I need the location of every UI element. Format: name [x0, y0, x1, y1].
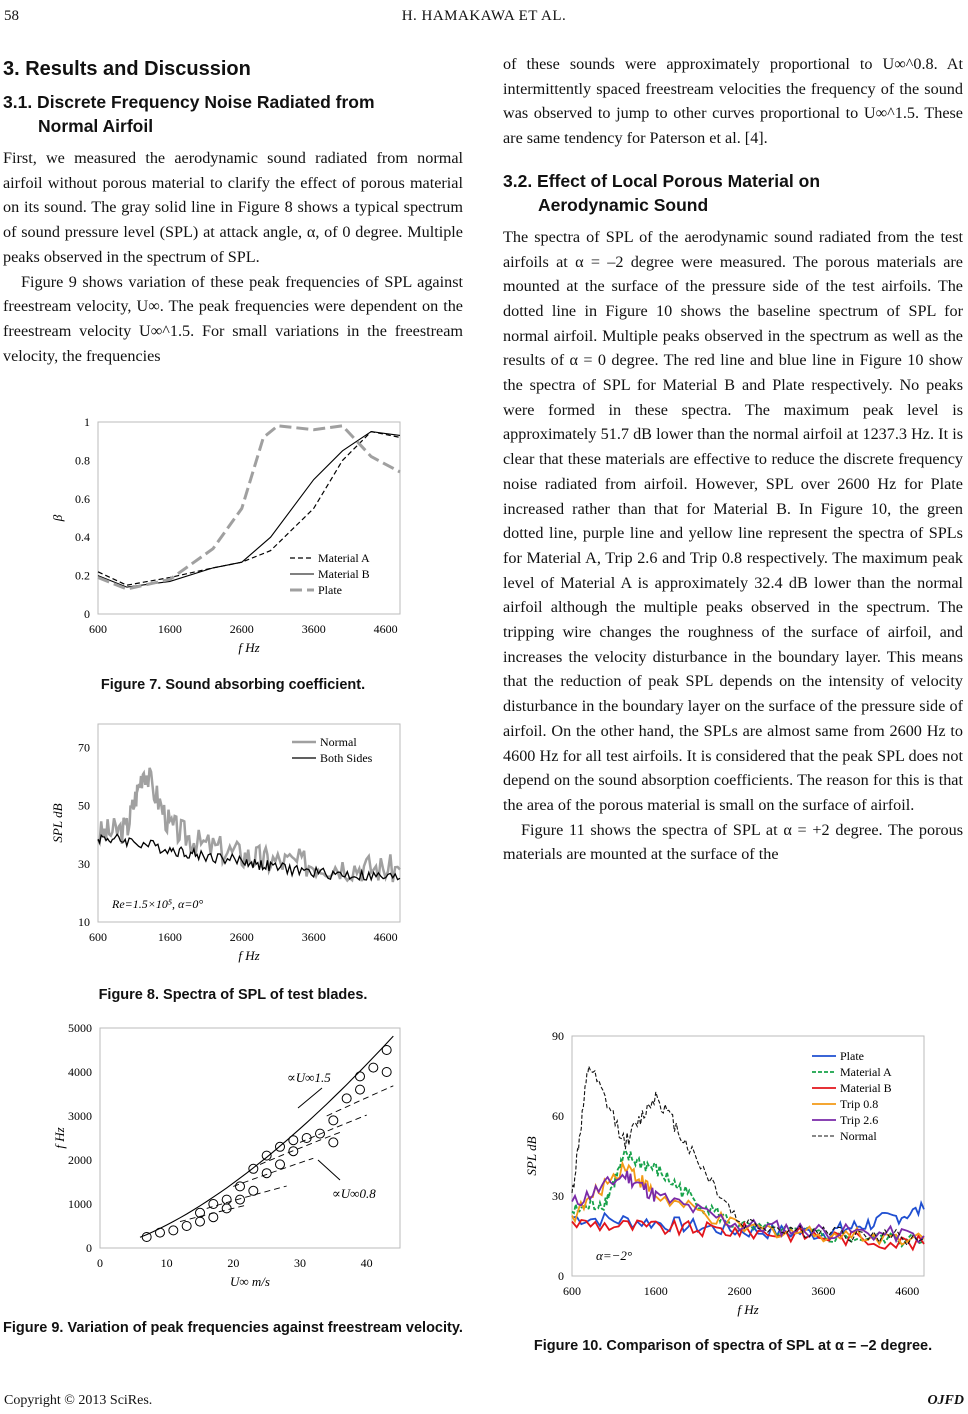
paragraph: Figure 11 shows the spectra of SPL at α = +2 degree. The porous materials are mounted at the surface of the — [503, 820, 963, 864]
figure-9-chart — [22, 1020, 422, 1305]
y-tick-label: 30 — [552, 1189, 564, 1203]
data-point — [382, 1068, 391, 1077]
journal-name: OJFD — [927, 1393, 964, 1408]
data-point — [329, 1116, 338, 1125]
subsection-title — [3, 90, 463, 138]
legend-label: Material B — [318, 567, 370, 581]
annotation-reynolds: Re=1.5×10⁵, α=0° — [112, 897, 204, 911]
x-tick-label: 40 — [360, 1256, 373, 1270]
data-point — [342, 1094, 351, 1103]
data-point — [182, 1222, 191, 1231]
data-point — [356, 1072, 365, 1081]
series-line-material-a — [572, 1150, 924, 1246]
plot-area — [100, 1028, 400, 1248]
x-tick-label: 1600 — [643, 1284, 668, 1298]
data-point — [289, 1147, 298, 1156]
y-tick-label: 90 — [552, 1029, 564, 1043]
y-tick-label: 70 — [78, 740, 90, 755]
y-tick-label: 0.4 — [75, 530, 90, 545]
y-axis-label: SPL dB — [50, 803, 65, 843]
y-tick-label: 60 — [552, 1109, 564, 1123]
data-point — [196, 1217, 205, 1226]
legend-label: Material A — [840, 1065, 892, 1079]
figure-7-chart — [40, 408, 420, 658]
subsection-title-line2: Aerodynamic Sound — [538, 194, 709, 215]
x-tick-label: 4600 — [895, 1284, 920, 1298]
x-tick-label: 600 — [563, 1284, 581, 1298]
x-tick-label: 20 — [227, 1256, 240, 1270]
series-line-trip-2-6 — [572, 1171, 924, 1242]
paragraph: of these sounds were approximately proportional to U∞^0.8. At intermittently spaced freestream velocities the frequency of the sound was observed to jump to other curves proportional to U∞^1.5. These are same tendency for Paterson et al. [4]. — [503, 55, 963, 148]
section-title: 3. Results and Discussion — [3, 58, 251, 80]
x-tick-label: 1600 — [157, 622, 182, 636]
page-number: 58 — [4, 8, 19, 24]
x-tick-label: 4600 — [373, 622, 398, 636]
x-tick-label: 2600 — [229, 930, 254, 944]
x-axis-label: f Hz — [238, 948, 260, 963]
subsection-title — [503, 169, 963, 217]
y-tick-label: 4000 — [68, 1065, 92, 1079]
figure-8-caption: Figure 8. Spectra of SPL of test blades. — [98, 987, 368, 1003]
legend-label: Normal — [840, 1129, 877, 1143]
paragraph: Figure 9 shows variation of these peak frequencies of SPL against freestream velocity, U∞. The peak frequencies were dependent on the freestream velocity U∞^1.5. For small variations in the freestream velocity, the frequencies — [3, 272, 463, 365]
paragraph: First, we measured the aerodynamic sound radiated from normal airfoil without porous material to clarify the effect of porous material on its sound. The gray solid line in Figure 8 shows a typical spectrum of sound pressure level (SPL) at attack angle, α, of 0 degree. Multiple peaks observed in the spectrum of SPL. — [3, 149, 463, 266]
copyright: Copyright © 2013 SciRes. — [4, 1393, 153, 1408]
series-line-trip-0-8 — [572, 1163, 924, 1244]
x-tick-label: 3600 — [301, 622, 326, 636]
y-tick-label: 0.2 — [75, 568, 90, 583]
figure-8-chart — [40, 712, 420, 972]
x-tick-label: 3600 — [811, 1284, 836, 1298]
trend-line-u0.8 — [327, 1086, 394, 1116]
x-tick-label: 3600 — [301, 930, 326, 944]
y-tick-label: 1000 — [68, 1197, 92, 1211]
y-tick-label: 2000 — [68, 1153, 92, 1167]
y-tick-label: 3000 — [68, 1109, 92, 1123]
x-tick-label: 10 — [160, 1256, 173, 1270]
x-tick-label: 4600 — [373, 930, 398, 944]
y-tick-label: 5000 — [68, 1021, 92, 1035]
legend-label: Both Sides — [320, 751, 373, 765]
paragraph: The spectra of SPL of the aerodynamic sound radiated from the test airfoils at α = –2 degree were measured. The porous materials are mounted at the surface of the pressure side of the test airfoils. The dotted line in Figure 10 shows the baseline spectrum of SPL for normal airfoil. Multiple peaks observed in the spectrum as well as the results of α = 0 degree. The red line and blue line in Figure 10 show the spectra of SPL for Material B and Plate respectively. No peaks were formed in these spectra. The maximum peak level is approximately 51.7 dB lower than the normal airfoil at 1237.3 Hz. It is clear that these materials are effective to reduce the discrete frequency noise radiated from airfoil. However, SPL over 2600 Hz for Plate increased rather than that for Material B. In Figure 10, the green dotted line, purple line and yellow line represent the spectra of SPLs for Material A, Trip 2.6 and Trip 0.8 respectively. The maximum peak level of Material A is approximately 32.4 dB lower than the normal airfoil although the multiple peaks observed in the spectrum. The tripping wire changes the roughness of the surface of airfoil, and increases the velocity disturbance in the boundary layer. This means that the reduction of peak SPL depends on the intensity of velocity disturbance in the boundary layer on the surface of the pressure side of airfoil. On the other hand, the SPLs are almost same from 2600 Hz to 4600 Hz for all test airfoils. It is considered that the peak SPL does not depend on the sound absorption coefficients. The reason for this is that the area of the porous material is small on the surface of airfoil. — [503, 227, 963, 814]
x-axis-label: U∞ m/s — [230, 1274, 270, 1289]
trend-line-u1.5 — [140, 1036, 393, 1237]
data-point — [236, 1182, 245, 1191]
y-axis-label: β — [50, 514, 65, 522]
subsection-title-line1: 3.2. Effect of Local Porous Material on — [503, 170, 821, 191]
y-axis-label: SPL dB — [524, 1136, 539, 1176]
trend-line-u0.8 — [180, 1205, 247, 1222]
y-axis-label: f Hz — [52, 1127, 67, 1149]
x-tick-label: 600 — [89, 622, 107, 636]
subsection-title-line1: 3.1. Discrete Frequency Noise Radiated from — [3, 92, 375, 112]
data-point — [169, 1226, 178, 1235]
annotation-u1.5: ∝U∞1.5 — [287, 1070, 331, 1085]
subsection-title-line2: Normal Airfoil — [38, 116, 154, 136]
legend-label: Material B — [840, 1081, 892, 1095]
y-tick-label: 0 — [86, 1241, 92, 1255]
y-tick-label: 1 — [84, 415, 90, 429]
y-tick-label: 0.6 — [75, 491, 90, 506]
left-column — [3, 52, 463, 368]
data-point — [262, 1169, 271, 1178]
data-point — [276, 1160, 285, 1169]
running-title: H. HAMAKAWA ET AL. — [401, 8, 567, 24]
legend-label: Plate — [318, 583, 342, 597]
legend-label: Material A — [318, 551, 370, 565]
trend-line-u0.8 — [207, 1186, 287, 1208]
data-point — [329, 1138, 338, 1147]
annotation-u0.8: ∝U∞0.8 — [332, 1186, 376, 1201]
data-point — [262, 1151, 271, 1160]
x-tick-label: 0 — [97, 1256, 103, 1270]
figure-10-caption: Figure 10. Comparison of spectra of SPL at α = –2 degree. — [533, 1338, 933, 1354]
right-column — [503, 52, 963, 867]
trend-line-u0.8 — [233, 1158, 313, 1186]
annotation-alpha: α=−2° — [596, 1248, 633, 1263]
x-axis-label: f Hz — [737, 1302, 759, 1317]
figure-7-caption: Figure 7. Sound absorbing coefficient. — [100, 677, 366, 693]
y-tick-label: 0 — [84, 607, 90, 621]
y-tick-label: 10 — [78, 915, 90, 929]
legend-label: Trip 0.8 — [840, 1097, 879, 1111]
figure-9-caption: Figure 9. Variation of peak frequencies against freestream velocity. — [3, 1320, 463, 1336]
x-tick-label: 2600 — [727, 1284, 752, 1298]
annotation-arrow — [298, 1088, 322, 1108]
data-point — [356, 1085, 365, 1094]
y-tick-label: 50 — [78, 798, 90, 813]
y-tick-label: 0 — [558, 1269, 564, 1283]
figure-10-chart — [512, 1022, 932, 1327]
x-axis-label: f Hz — [238, 640, 260, 655]
y-tick-label: 0.8 — [75, 453, 90, 468]
trend-line-u0.8 — [260, 1132, 340, 1164]
y-tick-label: 30 — [78, 856, 90, 871]
legend-label: Normal — [320, 735, 357, 749]
x-tick-label: 1600 — [157, 930, 182, 944]
data-point — [369, 1063, 378, 1072]
x-tick-label: 30 — [294, 1256, 306, 1270]
x-tick-label: 2600 — [229, 622, 254, 636]
x-tick-label: 600 — [89, 930, 107, 944]
data-point — [222, 1204, 231, 1213]
legend-label: Trip 2.6 — [840, 1113, 879, 1127]
legend-label: Plate — [840, 1049, 864, 1063]
annotation-arrow — [318, 1160, 340, 1180]
data-point — [142, 1233, 151, 1242]
